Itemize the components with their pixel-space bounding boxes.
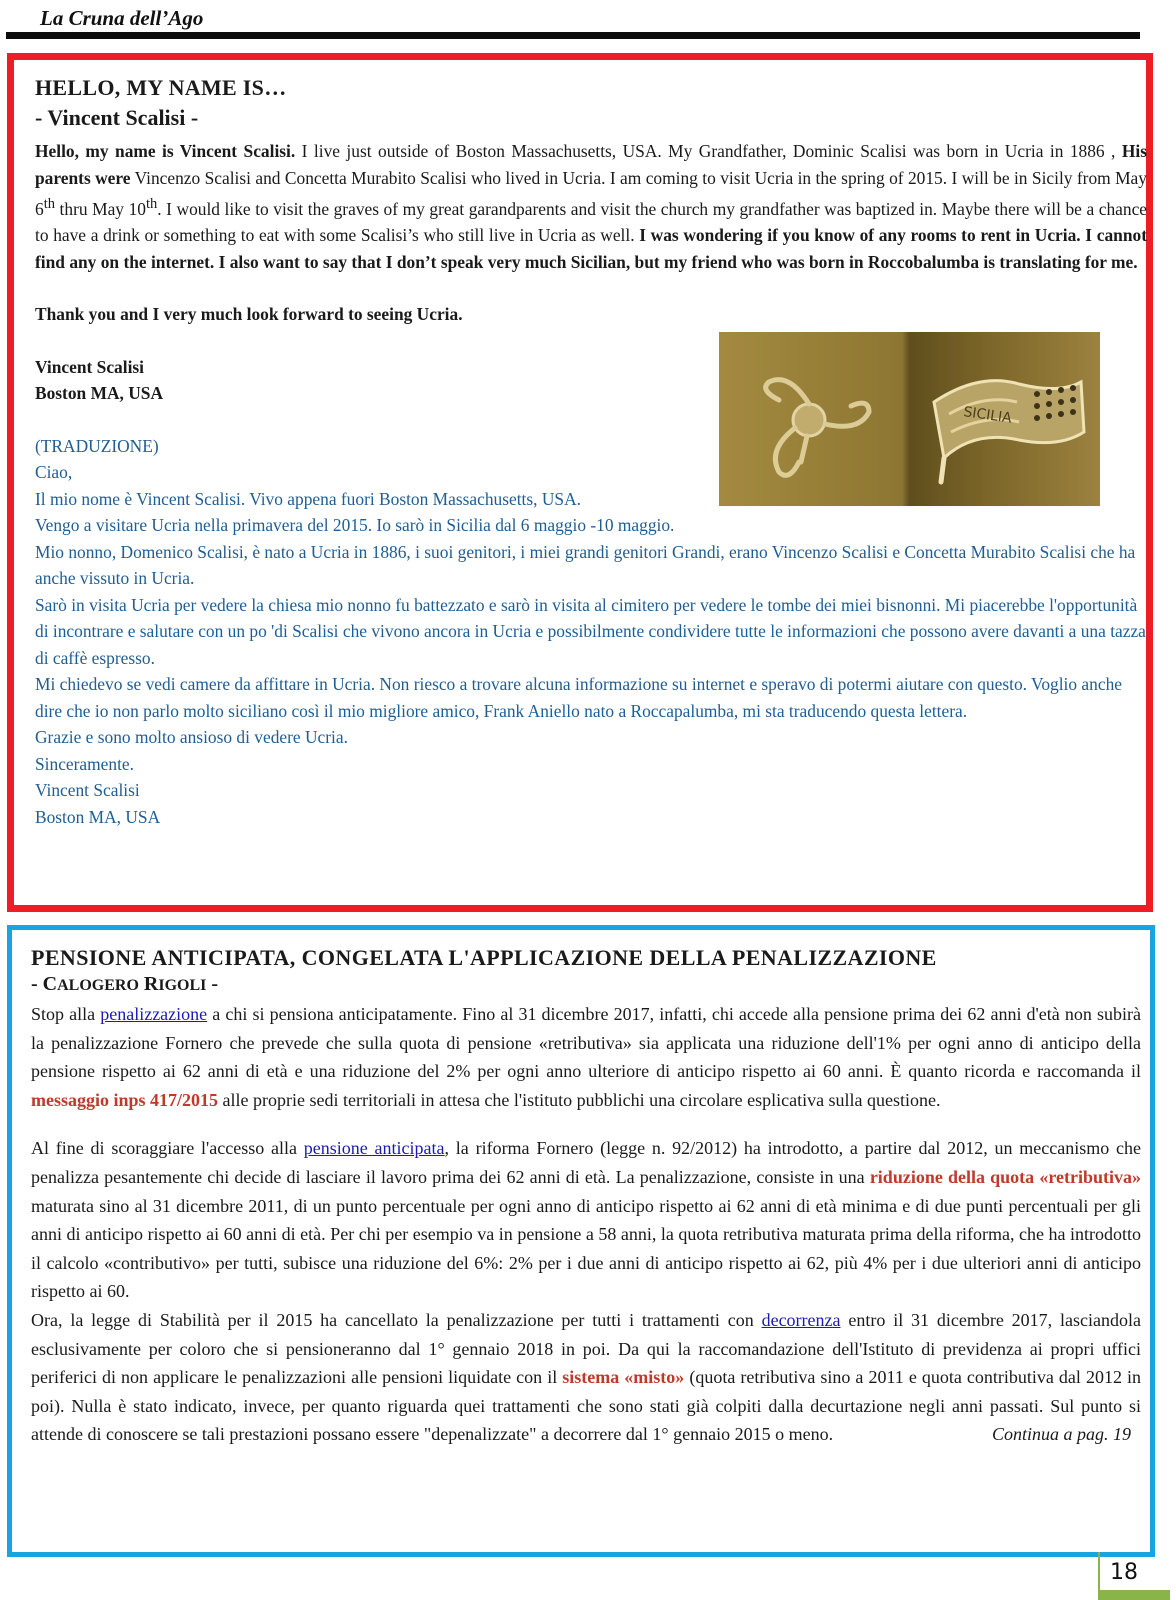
letter-bold-text: His parents were — [35, 141, 1147, 188]
letter-text: thru May 10 — [54, 198, 146, 219]
magazine-title: La Cruna dell’Ago — [40, 6, 204, 30]
paragraph-text: Ora, la legge di Stabilità per il 2015 ha cancellato la penalizzazione per tutti i trattamenti con — [31, 1309, 762, 1330]
pensione-paragraph-2 — [31, 1134, 1141, 1306]
sicily-pins-illustration — [719, 332, 1100, 506]
translation-label: (TRADUZIONE) — [35, 435, 159, 456]
translation-paragraph: Mio nonno, Domenico Scalisi, è nato a Ucria in 1886, i suoi genitori, i miei grandi genitori Grandi, erano Vincenzo Scalisi e Concetta Murabito Scalisi che ha anche vissuto in Ucria. — [35, 541, 1136, 589]
link-pensione-anticipata[interactable]: pensione anticipata — [303, 1138, 445, 1159]
letter-text: . I would like to visit the graves of my great garandparents and visit the church my grandfather was baptized in. Maybe there will be a chance to have a drink or something to eat with some Scalisi’s who still live in Ucria as well. — [35, 198, 1148, 246]
article-hello-author: - Vincent Scalisi - — [35, 105, 199, 130]
author-text: - C — [31, 973, 58, 995]
letter-english-paragraph — [35, 138, 1147, 275]
article-hello-content — [35, 74, 1147, 830]
author-text: - — [206, 973, 219, 995]
translation-paragraph: Mi chiedevo se vedi camere da affittare in Ucria. Non riesco a trovare alcuna informazione su internet e speravo di potermi aiutare con questo. Voglio anche dire che io non parlo molto siciliano così il mio migliore amico, Frank Aniello nato a Roccapalumba, mi sta traducendo questa lettera. — [35, 674, 1122, 721]
translation-line: Vengo a visitare Ucria nella primavera del 2015. Io sarò in Sicilia dal 6 maggio -10 maggio. — [35, 515, 675, 536]
highlight-riduzione-quota: riduzione della quota «retributiva» — [869, 1166, 1141, 1187]
header-rule — [6, 32, 1140, 39]
letter-greeting: Hello, my name is Vincent Scalisi. — [35, 141, 296, 161]
translation-line: Sinceramente. — [35, 753, 134, 774]
highlight-messaggio-inps: messaggio inps 417/2015 — [31, 1089, 219, 1110]
paragraph-text: (quota retributiva sino a 2011 e quota contributiva dal 2012 in poi). Nulla è stato indicato, invece, per quanto riguarda quei trattamenti che sono stati già colpiti dalla decurtazione negli anni passati. Sul punto si attende di conoscere se tali prestazioni possano essere "depenalizzate" a decorrere dal 1° gennaio 2015 o meno. — [31, 1367, 1141, 1445]
letter-bold-text: I was wondering if you know of any rooms to rent in Ucria. I cannot find any on the internet. I also want to say that I don’t speak very much Sicilian, but my friend who was born in Roccobalumba is translating for me. — [35, 225, 1147, 272]
link-decorrenza[interactable]: decorrenza — [761, 1309, 841, 1330]
article-hello-box — [7, 53, 1153, 912]
paragraph-text: a chi si pensiona anticipatamente. Fino al 31 dicembre 2017, infatti, chi accede alla pensione prima dei 62 anni d'età non subirà la penalizzazione Fornero che prevede che sulla quota di pensione «retributiva» sia applicata una riduzione dell'1% per ogni anno di anticipo della pensione rispetto ai 62 anni di età e una riduzione del 2% per ogni anno ulteriore di anticipo rispetto ai 60 anni. È quanto ricorda e raccomanda il — [31, 1004, 1141, 1082]
sicily-pins-photo — [719, 332, 1100, 506]
translation-line: Boston MA, USA — [35, 806, 161, 827]
highlight-sistema-misto: sistema «misto» — [562, 1367, 685, 1388]
translation-line: Grazie e sono molto ansioso di vedere Ucria. — [35, 727, 348, 748]
letter-thanks: Thank you and I very much look forward to seeing Ucria. — [35, 304, 463, 325]
paragraph-text: Stop alla — [31, 1004, 101, 1024]
author-text: R — [138, 973, 159, 995]
pensione-paragraph-1 — [31, 1000, 1141, 1114]
pensione-paragraph-3 — [31, 1306, 1141, 1449]
ordinal-suffix: th — [43, 196, 55, 212]
letter-sign-name: Vincent Scalisi — [35, 356, 145, 377]
letter-text: I live just outside of Boston Massachusetts, USA. My Grandfather, Dominic Scalisi was born in Ucria in 1886 , — [295, 141, 1122, 161]
trinacria-pin-icon — [766, 380, 869, 476]
flag-pin-text: SICILIA — [962, 404, 1013, 427]
translation-line: Ciao, — [35, 462, 73, 483]
paragraph-text: Al fine di scoraggiare l'accesso alla — [31, 1138, 304, 1159]
article-hello-title: HELLO, MY NAME IS… — [35, 75, 287, 100]
paragraph-text: entro il 31 dicembre 2017, lasciandola esclusivamente per coloro che si pensioneranno dal 1° gennaio 2018 in poi. Da qui la raccomandazione dell'Istituto di previdenza ai propri uffici periferici di non applicare le penalizzazioni alle pensioni liquidate con il — [31, 1309, 1141, 1388]
paragraph-text: maturata sino al 31 dicembre 2011, di un punto percentuale per ogni anno di anticipo rispetto ai 62 anni di età minima e di due punti percentuali per gli anni di anticipo rispetto ai 60 anni di età. Per chi per esempio va in pensione a 58 anni, la quota retributiva maturata prima della riforma, che ha introdotto il calcolo «contributivo» per tutti, subisce una riduzione del 6%: 2% per i due anni di anticipo rispetto ai 62, più 4% per i due ulteriori anni di anticipo rispetto ai 60. — [31, 1195, 1141, 1302]
paragraph-text: , la riforma Fornero (legge n. 92/2012) ha introdotto, a partire dal 2012, un meccanismo che penalizza pesantemente chi decide di lasciare il lavoro prima dei 62 anni di età. La penalizzazione, consiste in una — [31, 1138, 1141, 1187]
translation-paragraph: Sarò in visita Ucria per vedere la chiesa mio nonno fu battezzato e sarò in visita al cimitero per vedere le tombe dei miei bisnonni. Mi piacerebbe l'opportunità di incontrare e salutare con un po 'di Scalisi che vivono ancora in Ucria e possibilmente condividere tutte le informazioni che possono avere davanti a una tazza di caffè espresso. — [35, 594, 1146, 668]
page-number: 18 — [1110, 1560, 1138, 1585]
translation-line: Vincent Scalisi — [35, 780, 140, 801]
letter-text: Vincenzo Scalisi and Concetta Murabito Scalisi who lived in Ucria. I am coming to visit Ucria in the spring of 2015. I will be in Sicily from May 6 — [35, 167, 1147, 219]
article-pensione-title: PENSIONE ANTICIPATA, CONGELATA L'APPLICAZIONE DELLA PENALIZZAZIONE — [31, 945, 937, 970]
sicilia-usa-flag-pin-icon — [934, 381, 1084, 482]
paragraph-text: alle proprie sedi territoriali in attesa che l'istituto pubblichi una circolare esplicativa sulla questione. — [218, 1089, 941, 1110]
translation-line: Il mio nome è Vincent Scalisi. Vivo appena fuori Boston Massachusetts, USA. — [35, 488, 581, 509]
page-number-bar — [1100, 1590, 1170, 1600]
article-pensione-content — [31, 944, 1141, 1449]
article-pensione-author — [31, 972, 1141, 998]
article-pensione-box — [7, 925, 1155, 1557]
link-penalizzazione[interactable]: penalizzazione — [100, 1004, 208, 1024]
ordinal-suffix: th — [145, 196, 158, 212]
author-text: IGOLI — [158, 977, 207, 994]
continua-link[interactable]: Continua a pag. 19 — [991, 1424, 1131, 1445]
letter-sign-place: Boston MA, USA — [35, 383, 164, 404]
author-text: ALOGERO — [57, 977, 139, 994]
